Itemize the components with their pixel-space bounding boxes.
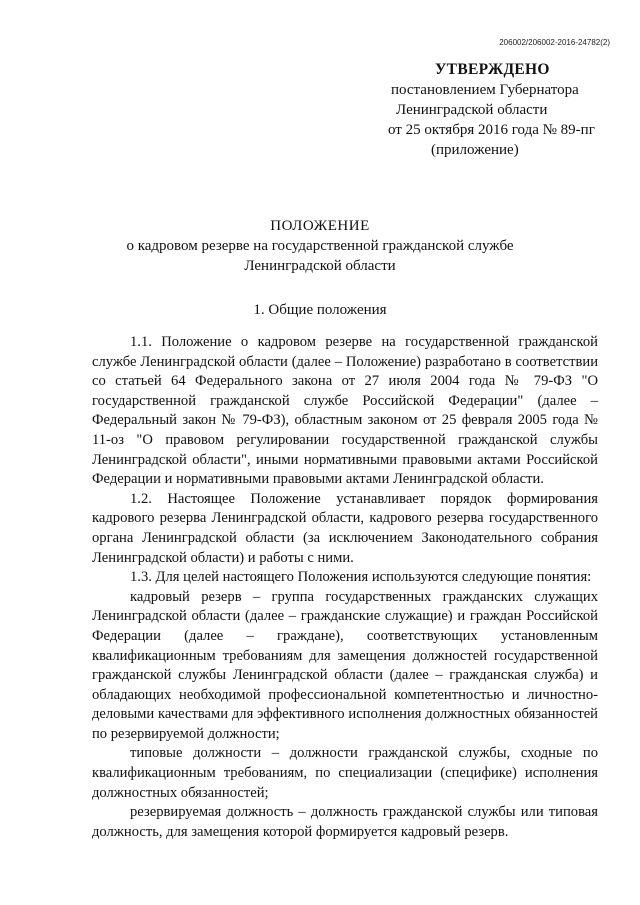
definition-personnel-reserve: кадровый резерв – группа государственных гражданских служащих Ленинградской области (далее – гражданские служащие) и граждан Российской Федерации (далее – граждане), соответствующих установленным квалификационным требованиям для замещения должностей государственной гражданской службы Ленинградской области (далее – гражданская служба) и обладающих необходимой профессиональной компетентностью и личностно-деловыми качествами для эффективного исполнения должностных обязанностей по резервируемой должности; xyxy=(92,588,598,742)
paragraph-1-1: 1.1. Положение о кадровом резерве на государственной гражданской службе Ленинградской области (далее – Положение) разработано в соответствии со статьей 64 Федерального закона от 27 июля 2004 года № 79-ФЗ "О государственной гражданской службе Российской Федерации" (далее – Федеральный закон № 79-ФЗ), областным законом от 25 февраля 2005 года № 11-оз "О правовом регулировании государственной гражданской службы Ленинградской области", иными нормативными правовыми актами Российской Федерации и нормативными правовыми актами Ленинградской области. xyxy=(92,334,598,488)
document-title: ПОЛОЖЕНИЕ xyxy=(270,218,370,234)
approval-line-2: Ленинградской области xyxy=(396,102,548,118)
approval-line-1: постановлением Губернатора xyxy=(391,82,579,98)
approval-heading: УТВЕРЖДЕНО xyxy=(435,61,550,78)
approval-line-4: (приложение) xyxy=(431,142,519,158)
paragraph-1-2: 1.2. Настоящее Положение устанавливает порядок формирования кадрового резерва Ленинградской области, кадрового резерва государственного органа Ленинградской области (за исключением Законодательного собрания Ленинградской области) и работы с ними. xyxy=(92,490,598,566)
document-registration-number: 206002/206002-2016-24782(2) xyxy=(499,38,610,47)
document-subtitle-line-2: Ленинградской области xyxy=(244,258,396,274)
document-subtitle-line-1: о кадровом резерве на государственной гражданской службе xyxy=(126,238,514,254)
definition-typical-positions: типовые должности – должности гражданской службы, сходные по квалификационным требованиям, по специализации (специфике) исполнения должностных обязанностей; xyxy=(92,745,598,801)
section-heading: 1. Общие положения xyxy=(253,302,387,318)
approval-stamp-block xyxy=(388,60,618,160)
approval-line-3: от 25 октября 2016 года № 89-пг xyxy=(388,122,595,138)
document-title-block xyxy=(60,216,580,276)
document-body xyxy=(92,333,598,842)
definition-reserved-position: резервируемая должность – должность гражданской службы или типовая должность, для замещения которой формируется кадровый резерв. xyxy=(92,804,598,840)
paragraph-1-3: 1.3. Для целей настоящего Положения используются следующие понятия: xyxy=(130,569,592,586)
